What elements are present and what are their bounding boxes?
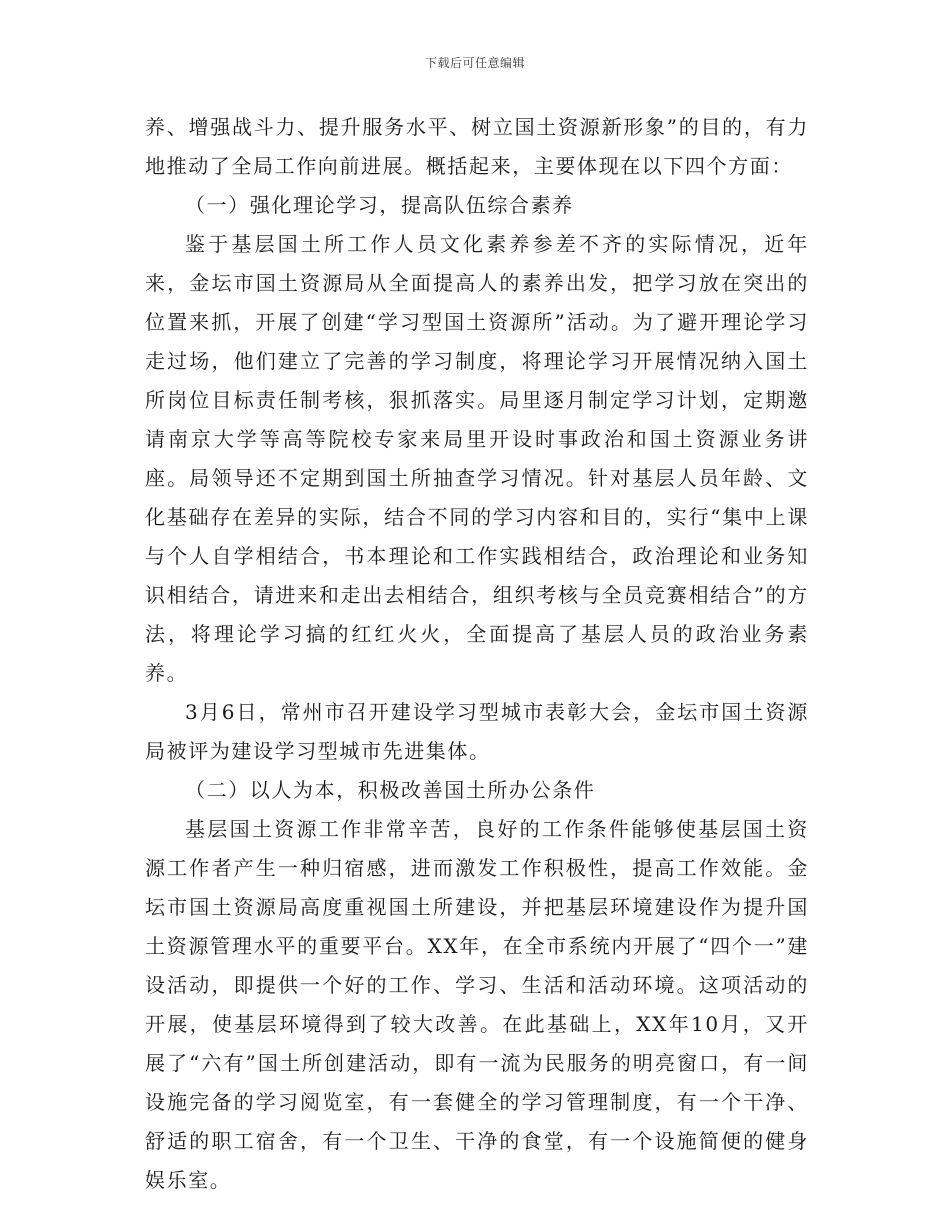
document-body xyxy=(145,108,809,1200)
paragraph-office-conditions: 基层国土资源工作非常辛苦，良好的工作条件能够使基层国土资源工作者产生一种归宿感，进而激发工作积极性，提高工作效能。金坛市国土资源局高度重视国土所建设，并把基层环境建设作为提升国土资源管理水平的重要平台。XX年，在全市系统内开展了“四个一”建设活动，即提供一个好的工作、学习、生活和活动环境。这项活动的开展，使基层环境得到了较大改善。在此基础上，XX年10月，又开展了“六有”国土所创建活动，即有一流为民服务的明亮窗口，有一间设施完备的学习阅览室，有一套健全的学习管理制度，有一个干净、舒适的职工宿舍，有一个卫生、干净的食堂，有一个设施简便的健身娱乐室。 xyxy=(145,817,809,1192)
paragraph-theory-study: 鉴于基层国土所工作人员文化素养参差不齐的实际情况，近年来，金坛市国土资源局从全面提高人的素养出发，把学习放在突出的位置来抓，开展了创建“学习型国土资源所”活动。为了避开理论学习走过场，他们建立了完善的学习制度，将理论学习开展情况纳入国土所岗位目标责任制考核，狠抓落实。局里逐月制定学习计划，定期邀请南京大学等高等院校专家来局里开设时事政治和国土资源业务讲座。局领导还不定期到国土所抽查学习情况。针对基层人员年龄、文化基础存在差异的实际，结合不同的学习内容和目的，实行“集中上课与个人自学相结合，书本理论和工作实践相结合，政治理论和业务知识相结合，请进来和走出去相结合，组织考核与全员竞赛相结合”的方法，将理论学习搞的红红火火，全面提高了基层人员的政治业务素养。 xyxy=(145,232,809,685)
section-heading-2: （二）以人为本，积极改善国土所办公条件 xyxy=(185,778,596,802)
paragraph-award: 3月6日，常州市召开建设学习型城市表彰大会，金坛市国土资源局被评为建设学习型城市先进集体。 xyxy=(145,700,809,763)
download-note: 下载后可任意编辑 xyxy=(424,56,525,70)
section-heading-1: （一）强化理论学习，提高队伍综合素养 xyxy=(185,193,574,217)
paragraph-intro-continuation: 养、增强战斗力、提升服务水平、树立国土资源新形象”的目的，有力地推动了全局工作向前进展。概括起来，主要体现在以下四个方面： xyxy=(145,115,809,178)
